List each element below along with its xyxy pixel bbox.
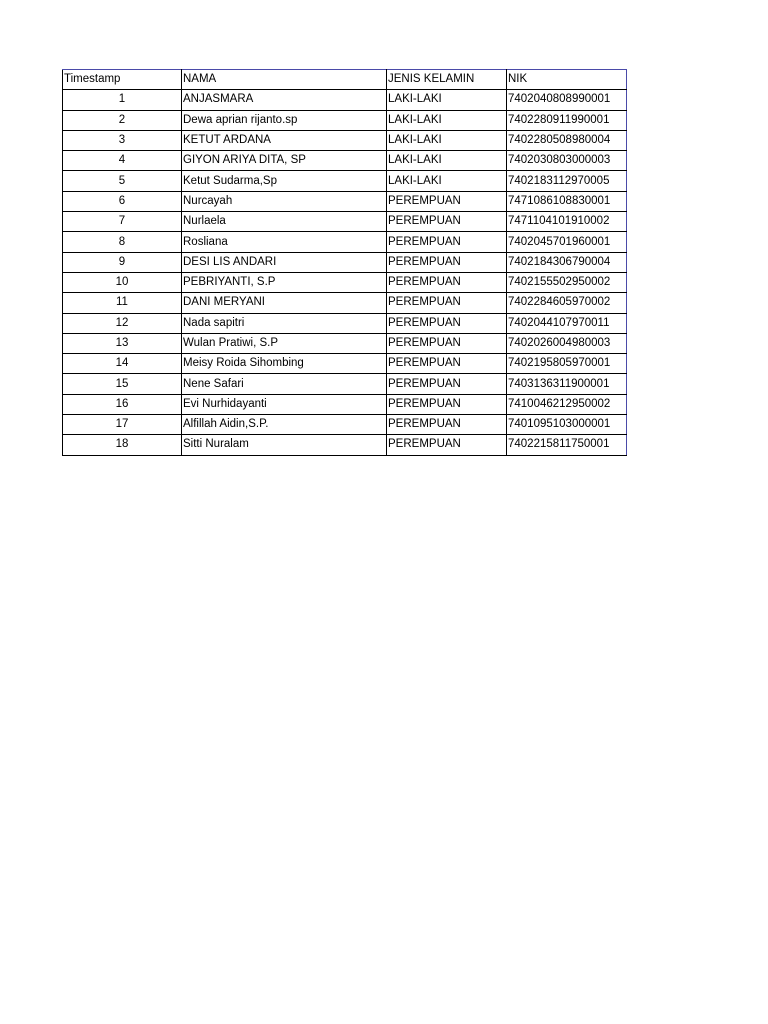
cell-timestamp: 17 (63, 415, 182, 435)
cell-timestamp: 6 (63, 191, 182, 211)
cell-nik: 7402030803000003 (507, 151, 627, 171)
data-table (62, 69, 627, 456)
cell-jenis-kelamin: PEREMPUAN (387, 415, 507, 435)
cell-timestamp: 12 (63, 313, 182, 333)
table-row (63, 232, 627, 252)
cell-timestamp: 16 (63, 394, 182, 414)
cell-timestamp: 15 (63, 374, 182, 394)
cell-jenis-kelamin: PEREMPUAN (387, 232, 507, 252)
header-nik: NIK (507, 70, 627, 90)
cell-timestamp: 7 (63, 212, 182, 232)
cell-nama: Rosliana (182, 232, 387, 252)
cell-jenis-kelamin: PEREMPUAN (387, 435, 507, 455)
cell-jenis-kelamin: PEREMPUAN (387, 394, 507, 414)
cell-nama: PEBRIYANTI, S.P (182, 272, 387, 292)
cell-timestamp: 8 (63, 232, 182, 252)
table-row (63, 415, 627, 435)
cell-nama: KETUT ARDANA (182, 130, 387, 150)
cell-nama: Dewa aprian rijanto.sp (182, 110, 387, 130)
cell-nama: Nurcayah (182, 191, 387, 211)
header-jenis-kelamin: JENIS KELAMIN (387, 70, 507, 90)
cell-nik: 7402045701960001 (507, 232, 627, 252)
cell-jenis-kelamin: PEREMPUAN (387, 313, 507, 333)
table-row (63, 212, 627, 232)
cell-jenis-kelamin: LAKI-LAKI (387, 90, 507, 110)
data-table-body (63, 70, 627, 456)
cell-nama: DANI MERYANI (182, 293, 387, 313)
table-row (63, 435, 627, 455)
cell-nama: Nene Safari (182, 374, 387, 394)
cell-nik: 7471104101910002 (507, 212, 627, 232)
table-row (63, 191, 627, 211)
table-row (63, 151, 627, 171)
table-row (63, 333, 627, 353)
cell-jenis-kelamin: LAKI-LAKI (387, 151, 507, 171)
cell-timestamp: 2 (63, 110, 182, 130)
cell-timestamp: 1 (63, 90, 182, 110)
cell-nik: 7410046212950002 (507, 394, 627, 414)
cell-nama: Ketut Sudarma,Sp (182, 171, 387, 191)
cell-timestamp: 10 (63, 272, 182, 292)
cell-timestamp: 13 (63, 333, 182, 353)
cell-nik: 7402284605970002 (507, 293, 627, 313)
cell-jenis-kelamin: PEREMPUAN (387, 272, 507, 292)
cell-timestamp: 9 (63, 252, 182, 272)
cell-timestamp: 14 (63, 354, 182, 374)
cell-nik: 7402026004980003 (507, 333, 627, 353)
cell-nik: 7402183112970005 (507, 171, 627, 191)
cell-nik: 7401095103000001 (507, 415, 627, 435)
cell-nik: 7403136311900001 (507, 374, 627, 394)
cell-timestamp: 4 (63, 151, 182, 171)
cell-nama: Sitti Nuralam (182, 435, 387, 455)
cell-nik: 7402280508980004 (507, 130, 627, 150)
header-nama: NAMA (182, 70, 387, 90)
cell-jenis-kelamin: LAKI-LAKI (387, 110, 507, 130)
cell-timestamp: 3 (63, 130, 182, 150)
cell-nama: Wulan Pratiwi, S.P (182, 333, 387, 353)
cell-nama: Nada sapitri (182, 313, 387, 333)
table-row (63, 313, 627, 333)
cell-timestamp: 18 (63, 435, 182, 455)
cell-timestamp: 5 (63, 171, 182, 191)
cell-jenis-kelamin: PEREMPUAN (387, 191, 507, 211)
table-row (63, 293, 627, 313)
cell-jenis-kelamin: LAKI-LAKI (387, 171, 507, 191)
cell-jenis-kelamin: PEREMPUAN (387, 293, 507, 313)
table-row (63, 171, 627, 191)
cell-nama: DESI LIS ANDARI (182, 252, 387, 272)
table-row (63, 130, 627, 150)
cell-jenis-kelamin: PEREMPUAN (387, 212, 507, 232)
cell-nama: Meisy Roida Sihombing (182, 354, 387, 374)
table-row (63, 374, 627, 394)
header-row (63, 70, 627, 90)
cell-jenis-kelamin: LAKI-LAKI (387, 130, 507, 150)
table-row (63, 394, 627, 414)
table-row (63, 110, 627, 130)
table-row (63, 354, 627, 374)
cell-jenis-kelamin: PEREMPUAN (387, 354, 507, 374)
cell-nama: GIYON ARIYA DITA, SP (182, 151, 387, 171)
cell-timestamp: 11 (63, 293, 182, 313)
cell-jenis-kelamin: PEREMPUAN (387, 333, 507, 353)
cell-nik: 7402040808990001 (507, 90, 627, 110)
table-row (63, 252, 627, 272)
cell-nik: 7402215811750001 (507, 435, 627, 455)
cell-nik: 7402195805970001 (507, 354, 627, 374)
cell-nik: 7471086108830001 (507, 191, 627, 211)
cell-nama: Nurlaela (182, 212, 387, 232)
header-timestamp: Timestamp (63, 70, 182, 90)
cell-nik: 7402184306790004 (507, 252, 627, 272)
cell-jenis-kelamin: PEREMPUAN (387, 374, 507, 394)
cell-nik: 7402280911990001 (507, 110, 627, 130)
table-row (63, 272, 627, 292)
cell-jenis-kelamin: PEREMPUAN (387, 252, 507, 272)
cell-nama: Evi Nurhidayanti (182, 394, 387, 414)
table-row (63, 90, 627, 110)
cell-nama: Alfillah Aidin,S.P. (182, 415, 387, 435)
cell-nik: 7402044107970011 (507, 313, 627, 333)
cell-nama: ANJASMARA (182, 90, 387, 110)
cell-nik: 7402155502950002 (507, 272, 627, 292)
